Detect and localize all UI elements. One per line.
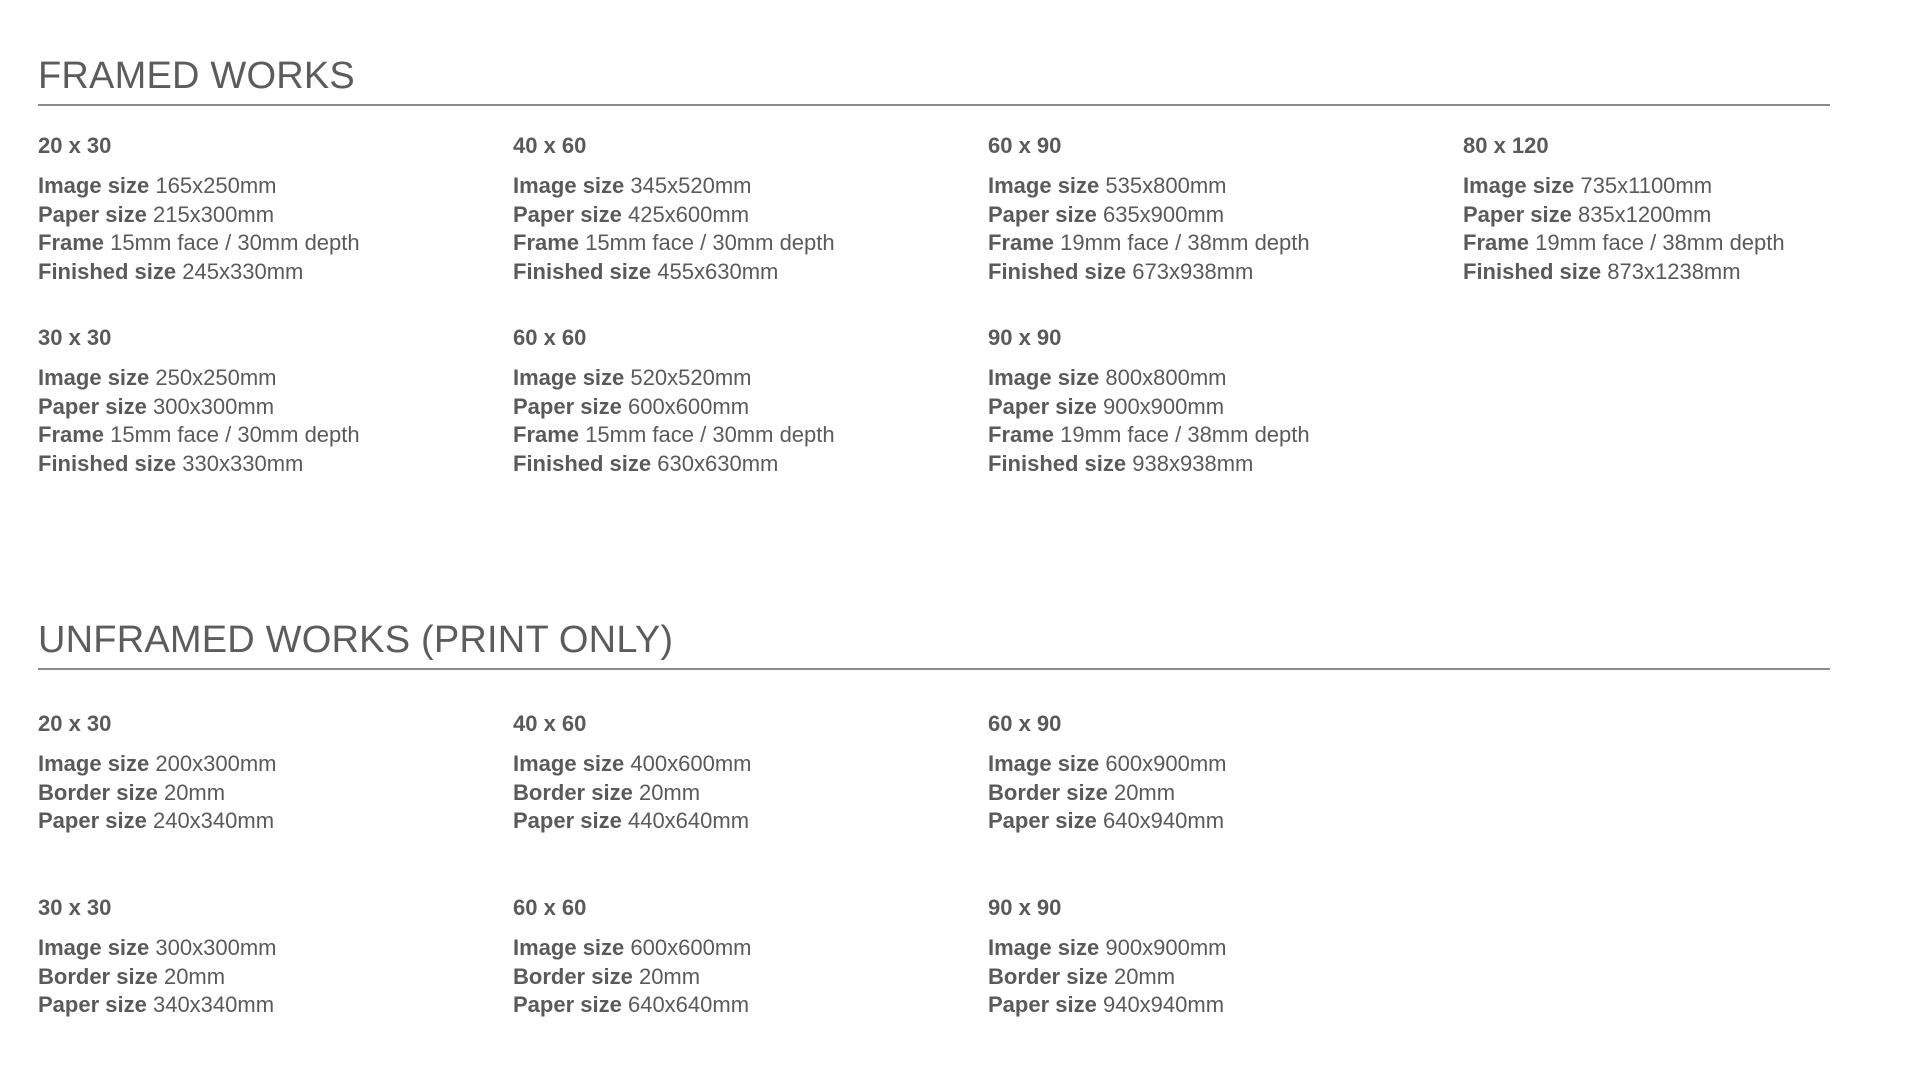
spec-frame (513, 229, 988, 258)
unframed-works-grid (38, 710, 1830, 1078)
spec-value: 245x330mm (182, 258, 304, 284)
spec-label: Image size (988, 751, 1100, 776)
size-title: 90 x 90 (988, 325, 1062, 350)
framed-size-card (988, 324, 1463, 516)
spec-border-size (988, 779, 1463, 808)
spec-label: Paper size (38, 808, 147, 833)
spec-label: Paper size (988, 992, 1097, 1017)
unframed-size-card (513, 710, 988, 894)
spec-value: 240x340mm (152, 808, 275, 833)
spec-finished-size (513, 258, 988, 287)
framed-works-heading: FRAMED WORKS (38, 55, 355, 97)
spec-label: Finished size (38, 450, 177, 476)
spec-value: 165x250mm (155, 173, 277, 198)
spec-label: Image size (38, 935, 150, 960)
framed-size-card (988, 132, 1463, 324)
spec-value: 250x250mm (155, 365, 277, 390)
spec-border-size (513, 963, 988, 992)
spec-paper-size (988, 991, 1463, 1020)
spec-value: 600x600mm (630, 935, 752, 960)
spec-label: Finished size (1463, 258, 1602, 284)
spec-paper-size (513, 201, 988, 230)
spec-value: 400x600mm (630, 751, 752, 776)
spec-label: Image size (513, 365, 625, 390)
spec-label: Paper size (988, 393, 1097, 419)
size-title: 90 x 90 (988, 895, 1062, 920)
spec-label: Border size (988, 963, 1108, 989)
spec-paper-size (38, 393, 513, 422)
spec-border-size (988, 963, 1463, 992)
spec-border-size (513, 779, 988, 808)
spec-paper-size (38, 201, 513, 230)
spec-value: 330x330mm (182, 450, 304, 476)
spec-label: Paper size (988, 201, 1097, 227)
spec-value: 673x938mm (1132, 258, 1254, 284)
spec-finished-size (988, 258, 1463, 287)
unframed-size-card (38, 710, 513, 894)
spec-value: 19mm face / 38mm depth (1535, 230, 1785, 255)
spec-paper-size (513, 991, 988, 1020)
spec-label: Frame (513, 422, 580, 447)
spec-paper-size (988, 201, 1463, 230)
spec-value: 300x300mm (152, 393, 275, 419)
spec-label: Image size (988, 935, 1100, 960)
spec-value: 600x600mm (627, 393, 750, 419)
spec-value: 900x900mm (1105, 935, 1227, 960)
spec-label: Paper size (1463, 201, 1572, 227)
spec-label: Frame (1463, 230, 1530, 255)
spec-value: 600x900mm (1105, 751, 1227, 776)
spec-value: 15mm face / 30mm depth (585, 230, 835, 255)
framed-works-divider (38, 104, 1830, 106)
spec-value: 15mm face / 30mm depth (110, 230, 360, 255)
spec-value: 340x340mm (152, 992, 275, 1017)
spec-value: 425x600mm (627, 201, 750, 227)
spec-label: Finished size (988, 258, 1127, 284)
spec-value: 938x938mm (1132, 450, 1254, 476)
spec-paper-size (1463, 201, 1830, 230)
spec-label: Frame (988, 230, 1055, 255)
spec-label: Finished size (38, 258, 177, 284)
spec-label: Finished size (513, 258, 652, 284)
spec-image-size (988, 364, 1463, 393)
spec-value: 835x1200mm (1577, 201, 1712, 227)
spec-label: Image size (1463, 173, 1575, 198)
spec-finished-size (38, 258, 513, 287)
spec-value: 640x940mm (1102, 808, 1225, 833)
spec-paper-size (38, 807, 513, 836)
size-title: 20 x 30 (38, 133, 112, 158)
spec-border-size (38, 963, 513, 992)
spec-label: Paper size (513, 393, 622, 419)
spec-label: Image size (38, 751, 150, 776)
spec-label: Paper size (988, 808, 1097, 833)
spec-image-size (513, 172, 988, 201)
spec-image-size (38, 364, 513, 393)
unframed-size-card (988, 710, 1463, 894)
spec-image-size (513, 934, 988, 963)
spec-value: 455x630mm (657, 258, 779, 284)
spec-value: 900x900mm (1102, 393, 1225, 419)
spec-label: Image size (988, 365, 1100, 390)
spec-value: 635x900mm (1102, 201, 1225, 227)
spec-border-size (38, 779, 513, 808)
size-title: 80 x 120 (1463, 133, 1549, 158)
spec-image-size (513, 364, 988, 393)
framed-size-card (1463, 132, 1830, 324)
spec-value: 300x300mm (155, 935, 277, 960)
spec-value: 15mm face / 30mm depth (585, 422, 835, 447)
unframed-size-card (988, 894, 1463, 1078)
spec-label: Border size (38, 963, 158, 989)
spec-label: Paper size (38, 393, 147, 419)
spec-value: 640x640mm (627, 992, 750, 1017)
spec-image-size (513, 750, 988, 779)
spec-image-size (988, 172, 1463, 201)
spec-value: 20mm (1113, 779, 1176, 805)
spec-label: Finished size (988, 450, 1127, 476)
spec-paper-size (38, 991, 513, 1020)
spec-value: 20mm (163, 779, 226, 805)
spec-label: Border size (38, 779, 158, 805)
spec-label: Paper size (38, 992, 147, 1017)
spec-image-size (988, 934, 1463, 963)
size-title: 30 x 30 (38, 895, 112, 920)
size-title: 60 x 60 (513, 325, 587, 350)
spec-value: 20mm (638, 963, 701, 989)
spec-value: 630x630mm (657, 450, 779, 476)
spec-label: Image size (988, 173, 1100, 198)
size-title: 60 x 90 (988, 133, 1062, 158)
spec-frame (38, 421, 513, 450)
framed-size-card (38, 132, 513, 324)
spec-paper-size (988, 807, 1463, 836)
unframed-size-card (513, 894, 988, 1078)
spec-finished-size (513, 450, 988, 479)
spec-value: 800x800mm (1105, 365, 1227, 390)
spec-image-size (38, 750, 513, 779)
spec-finished-size (1463, 258, 1830, 287)
spec-image-size (38, 934, 513, 963)
framed-size-card (513, 324, 988, 516)
spec-label: Frame (513, 230, 580, 255)
spec-frame (513, 421, 988, 450)
spec-label: Border size (513, 963, 633, 989)
spec-value: 15mm face / 30mm depth (110, 422, 360, 447)
spec-label: Frame (38, 230, 105, 255)
spec-label: Border size (988, 779, 1108, 805)
spec-paper-size (513, 807, 988, 836)
spec-label: Image size (513, 751, 625, 776)
spec-label: Finished size (513, 450, 652, 476)
size-title: 40 x 60 (513, 711, 587, 736)
spec-image-size (988, 750, 1463, 779)
spec-value: 20mm (1113, 963, 1176, 989)
spec-label: Frame (988, 422, 1055, 447)
spec-value: 215x300mm (152, 201, 275, 227)
spec-value: 345x520mm (630, 173, 752, 198)
size-title: 20 x 30 (38, 711, 112, 736)
unframed-works-heading: UNFRAMED WORKS (PRINT ONLY) (38, 619, 674, 661)
spec-label: Image size (38, 365, 150, 390)
spec-label: Image size (513, 935, 625, 960)
spec-value: 735x1100mm (1580, 173, 1713, 198)
framed-size-card (513, 132, 988, 324)
spec-value: 520x520mm (630, 365, 752, 390)
spec-label: Paper size (38, 201, 147, 227)
spec-image-size (1463, 172, 1830, 201)
spec-label: Paper size (513, 201, 622, 227)
spec-label: Image size (513, 173, 625, 198)
spec-value: 535x800mm (1105, 173, 1227, 198)
size-title: 60 x 60 (513, 895, 587, 920)
unframed-works-section (38, 616, 1830, 1078)
size-title: 30 x 30 (38, 325, 112, 350)
unframed-size-card (38, 894, 513, 1078)
spec-paper-size (513, 393, 988, 422)
spec-frame (988, 421, 1463, 450)
spec-value: 20mm (163, 963, 226, 989)
spec-frame (988, 229, 1463, 258)
spec-value: 440x640mm (627, 808, 750, 833)
unframed-works-divider (38, 668, 1830, 670)
spec-value: 873x1238mm (1607, 258, 1741, 284)
framed-works-grid (38, 132, 1830, 516)
framed-size-card (38, 324, 513, 516)
size-title: 60 x 90 (988, 711, 1062, 736)
spec-value: 20mm (638, 779, 701, 805)
size-title: 40 x 60 (513, 133, 587, 158)
spec-label: Border size (513, 779, 633, 805)
spec-finished-size (38, 450, 513, 479)
spec-paper-size (988, 393, 1463, 422)
spec-image-size (38, 172, 513, 201)
spec-label: Frame (38, 422, 105, 447)
spec-label: Paper size (513, 808, 622, 833)
spec-finished-size (988, 450, 1463, 479)
spec-value: 940x940mm (1102, 992, 1225, 1017)
framed-works-section (38, 52, 1830, 516)
spec-value: 19mm face / 38mm depth (1060, 422, 1310, 447)
spec-label: Paper size (513, 992, 622, 1017)
spec-value: 200x300mm (155, 751, 277, 776)
spec-frame (1463, 229, 1830, 258)
spec-label: Image size (38, 173, 150, 198)
spec-value: 19mm face / 38mm depth (1060, 230, 1310, 255)
spec-frame (38, 229, 513, 258)
